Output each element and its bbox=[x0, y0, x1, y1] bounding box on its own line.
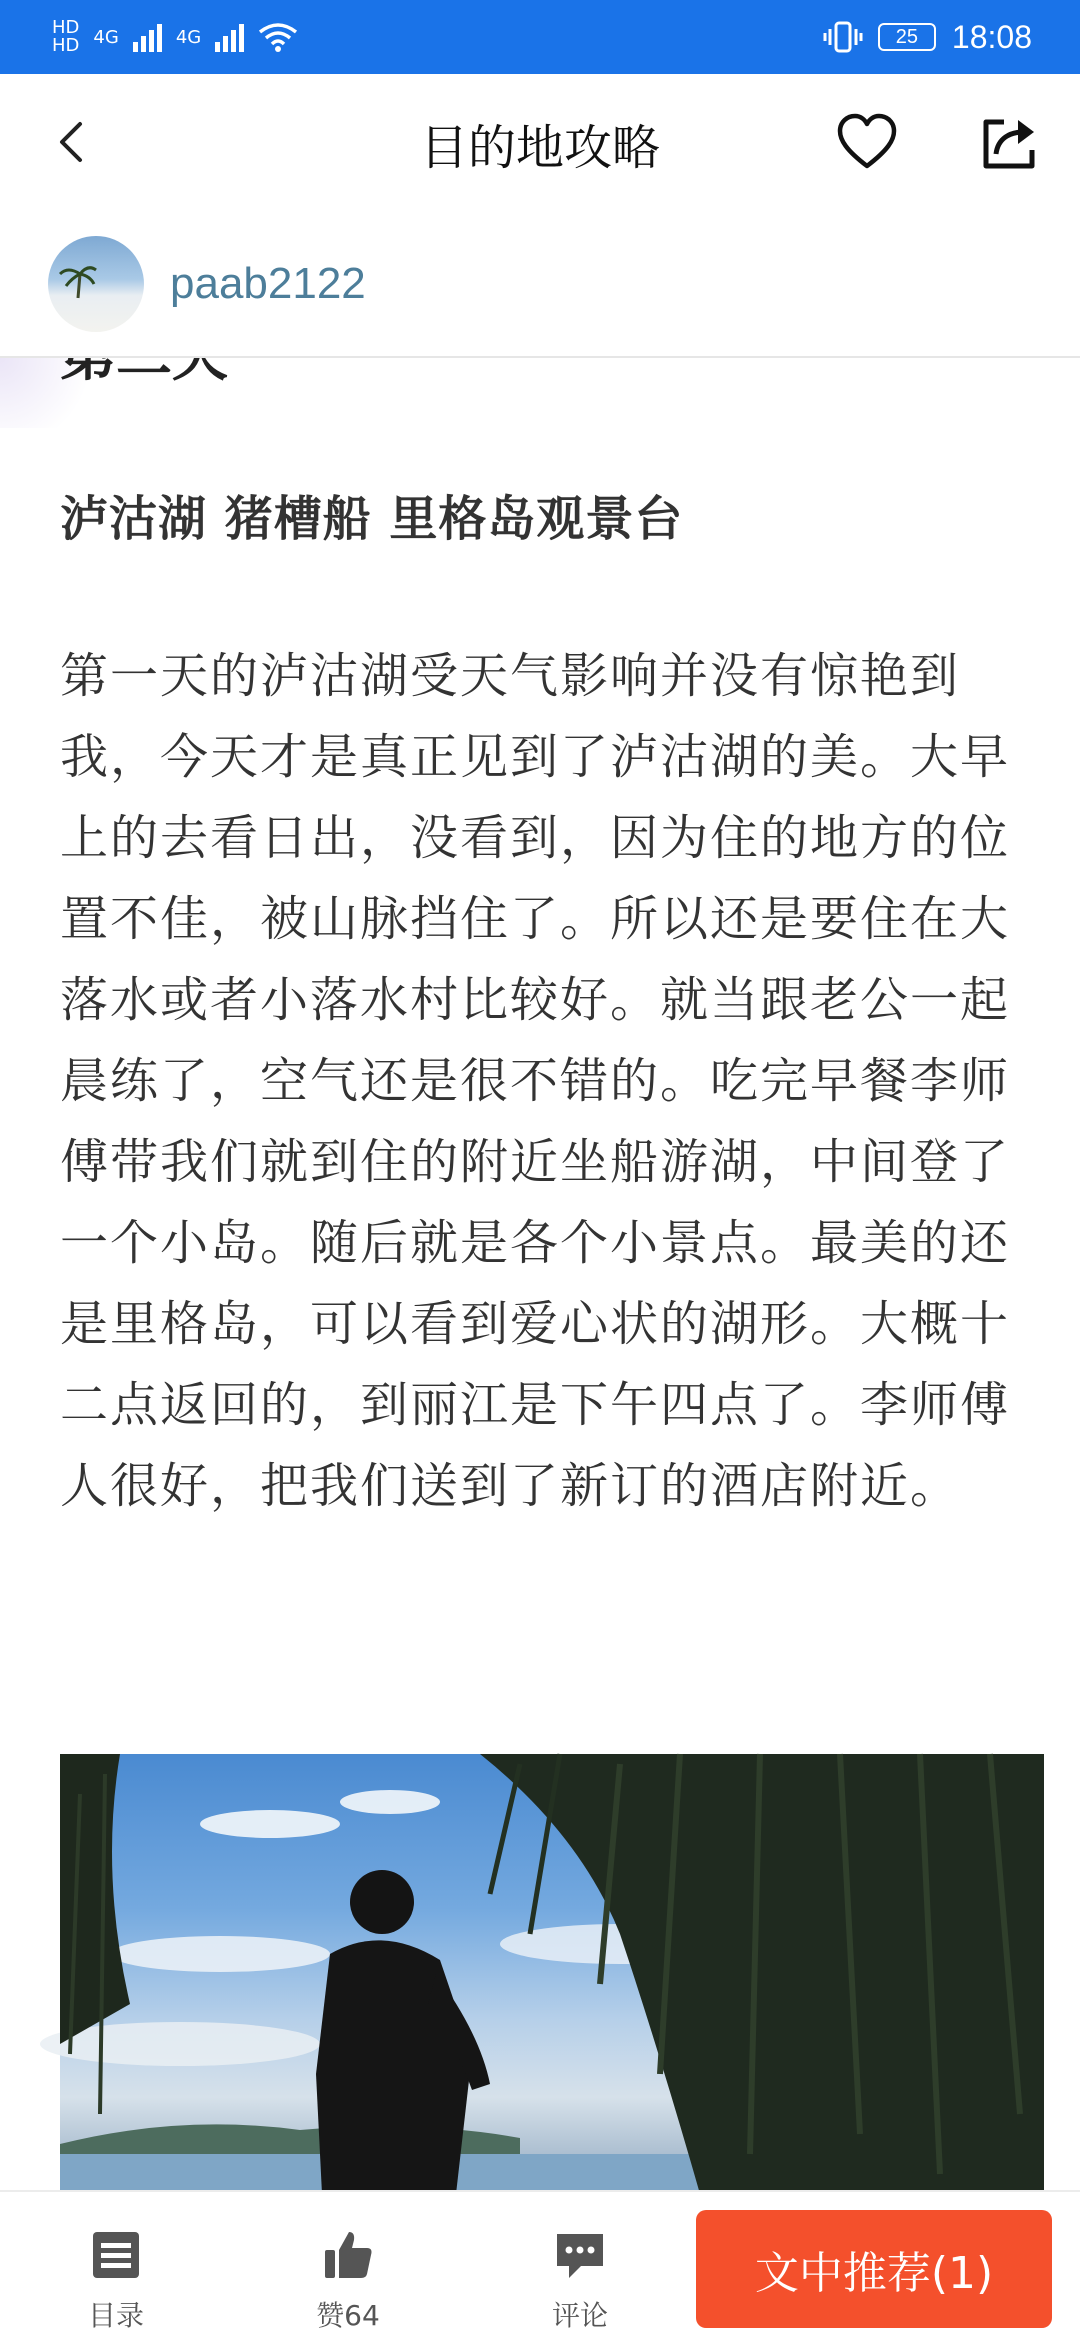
author-name[interactable]: paab2122 bbox=[170, 259, 366, 308]
article-paragraph: 第一天的泸沽湖受天气影响并没有惊艳到我，今天才是真正见到了泸沽湖的美。大早上的去看日出，没看到，因为住的地方的位置不佳，被山脉挡住了。所以还是要住在大落水或者小落水村比较好。就当跟老公一起晨练了，空气还是很不错的。吃完早餐李师傅带我们就到住的附近坐船游湖，中间登了一个小岛。随后就是各个小景点。最美的还是里格岛，可以看到爱心状的湖形。大概十二点返回的，到丽江是下午四点了。李师傅人很好，把我们送到了新订的酒店附近。 bbox=[60, 648, 1011, 1514]
heart-icon[interactable] bbox=[836, 112, 898, 174]
comment-label: 评论 bbox=[551, 2299, 608, 2332]
network-4g-label-2: 4G bbox=[175, 26, 202, 48]
wifi-icon bbox=[258, 22, 298, 52]
clock: 18:08 bbox=[951, 18, 1032, 55]
hd-label-2: HD bbox=[52, 35, 80, 56]
avatar[interactable] bbox=[48, 236, 144, 332]
table-of-contents-icon bbox=[89, 2228, 143, 2282]
status-bar bbox=[0, 0, 1080, 74]
comment-tab[interactable] bbox=[520, 2228, 640, 2334]
toc-label: 目录 bbox=[87, 2299, 144, 2332]
status-right bbox=[824, 19, 1032, 56]
battery-icon bbox=[878, 23, 936, 51]
signal-icon-2 bbox=[215, 22, 244, 52]
thumbs-up-icon bbox=[321, 2228, 375, 2282]
section-subtitle: 泸沽湖 猪槽船 里格岛观景台 bbox=[60, 491, 684, 547]
author-bar[interactable] bbox=[0, 212, 1080, 358]
share-icon[interactable] bbox=[978, 110, 1042, 174]
nav-bar bbox=[0, 74, 1080, 212]
article-content bbox=[0, 358, 1080, 2190]
photo-scene bbox=[60, 1754, 1044, 2194]
recommend-button[interactable]: 文中推荐(1) bbox=[696, 2210, 1052, 2328]
vibrate-icon bbox=[824, 20, 862, 54]
article-photo[interactable] bbox=[60, 1754, 1044, 2194]
like-tab[interactable] bbox=[288, 2228, 408, 2334]
like-count-label: 赞64 bbox=[316, 2299, 380, 2332]
comment-icon bbox=[553, 2228, 607, 2282]
back-arrow-icon[interactable] bbox=[44, 114, 100, 170]
toc-tab[interactable] bbox=[56, 2228, 176, 2334]
status-left bbox=[52, 19, 298, 55]
signal-icon bbox=[133, 22, 162, 52]
network-4g-label-1: 4G bbox=[93, 26, 119, 48]
page-title: 目的地攻略 bbox=[419, 119, 660, 176]
palm-tree-icon bbox=[58, 260, 98, 300]
hd-label-1: HD bbox=[52, 17, 80, 38]
bottom-bar bbox=[0, 2190, 1080, 2340]
battery-level: 25 bbox=[895, 25, 919, 48]
